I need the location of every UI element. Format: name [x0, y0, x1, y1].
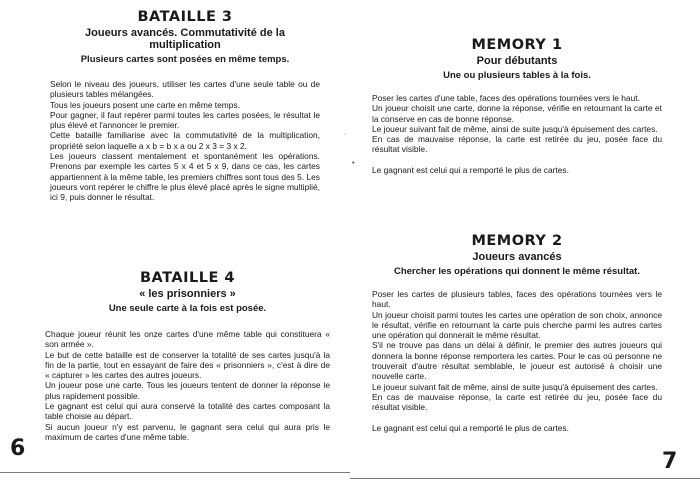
bataille3-title: BATAILLE 3 — [137, 9, 233, 25]
margin-mark: • — [352, 160, 355, 167]
paragraph: Selon le niveau des joueurs, utiliser les cartes d'une seule table ou de plusieurs tables mélangées. — [50, 79, 320, 100]
paragraph: Le joueur suivant fait de même, ainsi de suite jusqu'à épuisement des cartes. — [372, 381, 658, 392]
bataille4-tagline: Une seule carte à la fois est posée. — [108, 303, 267, 314]
paragraph: Pour gagner, il faut repérer parmi toutes les cartes posées, le résultat le plus élevé et l'annoncer le premier. — [50, 109, 320, 131]
memory1-body — [372, 93, 662, 175]
memory2-tagline: Chercher les opérations qui donnent le même résultat. — [393, 266, 640, 277]
paragraph: Les joueurs classent mentalement et spontanément les opérations. Prenons par exemple les cartes 5 x 4 et 5 x 9, dans ce cas, les cartes appartiennent à la même table, les premiers chiffres sont tous des 5. Les joueurs vont repérer le chiffre le plus élevé placé après le signe multiplié, ici 9, puis donner le résultat. — [50, 151, 320, 203]
paragraph: Tous les joueurs posent une carte en même temps. — [50, 99, 240, 110]
memory2-section — [372, 233, 662, 433]
paragraph: Cette bataille familiarise avec la commutativité de la multiplication, propriété selon laquelle a x b = b x a ou 2 x 3 = 3 x 2. — [50, 130, 320, 151]
bataille3-body — [50, 79, 320, 203]
bataille3-section — [50, 9, 320, 203]
paragraph: Poser les cartes d'une table, faces des opérations tournées vers le haut. — [372, 93, 640, 103]
memory1-title: MEMORY 1 — [471, 37, 563, 53]
memory1-subtitle: Pour débutants — [476, 55, 558, 67]
page-number-left: 6 — [10, 436, 26, 461]
bataille3-tagline: Plusieurs cartes sont posées en même temps. — [80, 54, 290, 65]
paragraph: Le but de cette bataille est de conserver la totalité de ses cartes jusqu'à la fin de la partie, tout en essayant de faire des « prisonniers », c'est à dire de « capturer » les cartes des autres joueurs. — [45, 349, 330, 381]
right-page — [350, 0, 700, 498]
bottom-rule — [350, 478, 700, 479]
closing-line: Le gagnant est celui qui a remporté le plus de cartes. — [372, 422, 569, 433]
paragraph: Un joueur choisit parmi toutes les cartes une opération de son choix, annonce le résultat, vérifie en retournant la carte puis cherche parmi les autres cartes une opération qui donnerait le même résultat. — [372, 309, 662, 341]
paragraph: En cas de mauvaise réponse, la carte est retirée du jeu, posée face du résultat visible. — [372, 391, 662, 413]
paragraph: Le gagnant est celui qui aura conservé la totalité des cartes composant la table choisie au départ. — [45, 401, 330, 422]
memory2-body — [372, 289, 662, 433]
memory2-title: MEMORY 2 — [471, 233, 563, 249]
bataille4-section — [45, 270, 330, 442]
bataille4-subtitle: « les prisonniers » — [139, 288, 236, 300]
paragraph: Poser les cartes de plusieurs tables, faces des opérations tournées vers le haut. — [372, 289, 662, 310]
memory2-subtitle: Joueurs avancés — [472, 251, 562, 263]
memory1-section — [372, 37, 662, 175]
bataille4-title: BATAILLE 4 — [139, 270, 236, 286]
margin-mark: · — [344, 131, 347, 138]
bataille3-subtitle: Joueurs avancés. Commutativité de la multiplication — [85, 27, 285, 51]
bataille4-body — [45, 329, 330, 442]
paragraph: En cas de mauvaise réponse, la carte est retirée du jeu, posée face du résultat visible. — [372, 134, 662, 155]
paragraph: Un joueur choisit une carte, donne la réponse, vérifie en retournant la carte et la conserve en cas de bonne réponse. — [372, 103, 662, 124]
paragraph: Si aucun joueur n'y est parvenu, le gagnant sera celui qui aura pris le maximum de cartes d'une même table. — [45, 421, 330, 442]
paragraph: Un joueur pose une carte. Tous les joueurs tentent de donner la réponse le plus rapidement possible. — [45, 380, 330, 401]
bottom-rule — [0, 472, 350, 473]
paragraph: Chaque joueur réunit les onze cartes d'une même table qui constituera « son armée ». — [45, 329, 330, 350]
memory1-tagline: Une ou plusieurs tables à la fois. — [443, 70, 591, 81]
closing-line: Le gagnant est celui qui a remporté le plus de cartes. — [372, 164, 569, 175]
paragraph: S'il ne trouve pas dans un délai à définir, le premier des autres joueurs qui donnera la bonne réponse remportera les cartes. Pour le cas où personne ne trouverait d'autre résultat semblable, le joueur est autorisé à choisir une nouvelle carte. — [372, 340, 662, 382]
page-number-right: 7 — [662, 449, 678, 474]
paragraph: Le joueur suivant fait de même, ainsi de suite jusqu'à épuisement des cartes. — [372, 123, 658, 134]
